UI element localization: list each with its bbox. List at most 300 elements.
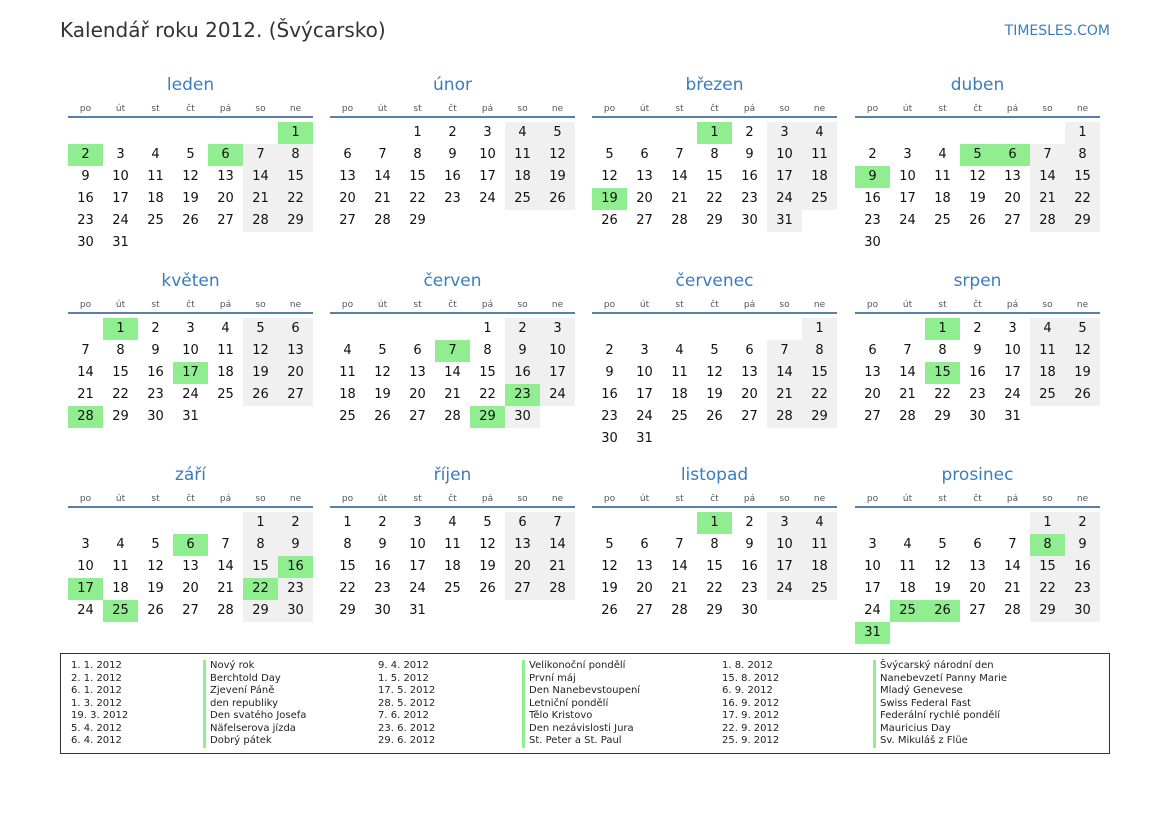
day-cell: 4 xyxy=(938,147,947,162)
day-cell: 17 xyxy=(409,559,426,574)
day-cell: 18 xyxy=(217,365,234,380)
day-cell: 18 xyxy=(671,387,688,402)
day-grid xyxy=(592,122,837,232)
weekday-label: so xyxy=(517,300,528,310)
day-cell: 7 xyxy=(540,512,575,534)
day-cell: 7 xyxy=(81,343,90,358)
weekday-label: po xyxy=(79,494,92,504)
day-cell: 24 xyxy=(77,603,94,618)
day-cell: 25 xyxy=(147,213,164,228)
day-cell: 27 xyxy=(217,213,234,228)
holiday-day-cell: 25 xyxy=(103,600,138,622)
day-cell: 8 xyxy=(710,537,719,552)
empty-cell xyxy=(592,122,627,144)
weekday-header xyxy=(855,298,1100,314)
day-cell: 3 xyxy=(767,512,802,534)
legend-holiday-name: Berchtold Day xyxy=(203,673,306,686)
day-cell: 11 xyxy=(147,169,164,184)
legend-holiday-name: Sv. Mikuláš z Flüe xyxy=(873,735,1007,748)
day-cell: 20 xyxy=(339,191,356,206)
weekday-label: pá xyxy=(481,300,494,310)
empty-cell xyxy=(103,122,138,144)
legend-date: 9. 4. 2012 xyxy=(378,660,429,671)
day-cell: 14 xyxy=(374,169,391,184)
empty-cell xyxy=(890,512,925,534)
day-cell: 9 xyxy=(605,365,614,380)
day-cell: 17 xyxy=(112,191,129,206)
holiday-day-cell: 17 xyxy=(68,578,103,600)
day-cell: 23 xyxy=(1065,578,1100,600)
day-cell: 21 xyxy=(77,387,94,402)
weekday-label: po xyxy=(79,300,92,310)
weekday-label: pá xyxy=(1006,494,1019,504)
day-cell: 16 xyxy=(969,365,986,380)
empty-cell xyxy=(68,512,103,534)
holiday-day-cell: 29 xyxy=(470,406,505,428)
day-cell: 14 xyxy=(671,169,688,184)
site-link[interactable]: TIMESLES.COM xyxy=(1004,23,1110,39)
empty-cell xyxy=(627,512,662,534)
holiday-day-cell: 31 xyxy=(855,622,890,644)
holiday-day-cell: 1 xyxy=(697,512,732,534)
day-cell: 29 xyxy=(1030,600,1065,622)
legend-holiday-name: Nanebevzetí Panny Marie xyxy=(873,673,1007,686)
weekday-label: ne xyxy=(1076,104,1089,114)
legend-date: 23. 6. 2012 xyxy=(378,722,436,734)
day-cell: 26 xyxy=(182,213,199,228)
weekday-label: pá xyxy=(481,104,494,114)
day-cell: 3 xyxy=(767,122,802,144)
day-cell: 29 xyxy=(243,600,278,622)
day-cell: 18 xyxy=(112,581,129,596)
holiday-day-cell: 8 xyxy=(1030,534,1065,556)
page-title: Kalendář roku 2012. (Švýcarsko) xyxy=(60,18,386,42)
weekday-label: ne xyxy=(289,494,302,504)
day-cell: 19 xyxy=(934,581,951,596)
weekday-header xyxy=(330,102,575,118)
month-name: červenec xyxy=(675,271,754,291)
day-cell: 6 xyxy=(973,537,982,552)
day-cell: 19 xyxy=(243,362,278,384)
weekday-label: ne xyxy=(813,104,826,114)
day-cell: 7 xyxy=(675,537,684,552)
day-cell: 25 xyxy=(339,409,356,424)
month-name: prosinec xyxy=(941,465,1014,485)
day-cell: 23 xyxy=(864,213,881,228)
weekday-header xyxy=(592,298,837,314)
day-cell: 19 xyxy=(147,581,164,596)
day-cell: 12 xyxy=(243,340,278,362)
weekday-header xyxy=(592,492,837,508)
day-cell: 14 xyxy=(540,534,575,556)
day-cell: 29 xyxy=(112,409,129,424)
day-cell: 3 xyxy=(81,537,90,552)
day-cell: 20 xyxy=(1004,191,1021,206)
weekday-label: čt xyxy=(186,494,195,504)
day-cell: 10 xyxy=(409,537,426,552)
day-cell: 1 xyxy=(483,321,492,336)
day-grid xyxy=(592,512,837,622)
day-cell: 1 xyxy=(1065,122,1100,144)
day-cell: 1 xyxy=(243,512,278,534)
day-cell: 17 xyxy=(899,191,916,206)
day-cell: 27 xyxy=(505,578,540,600)
legend-date: 1. 8. 2012 xyxy=(722,660,773,671)
weekday-header xyxy=(330,298,575,314)
day-cell: 15 xyxy=(112,365,129,380)
month-name: květen xyxy=(161,271,220,291)
legend-holiday-name: Näfelserova jízda xyxy=(203,723,306,736)
day-cell: 23 xyxy=(969,387,986,402)
holiday-day-cell: 9 xyxy=(855,166,890,188)
day-cell: 14 xyxy=(899,365,916,380)
day-cell: 1 xyxy=(343,515,352,530)
weekday-label: so xyxy=(1042,494,1053,504)
day-cell: 17 xyxy=(540,362,575,384)
empty-cell xyxy=(925,512,960,534)
day-cell: 8 xyxy=(483,343,492,358)
day-cell: 5 xyxy=(378,343,387,358)
day-cell: 30 xyxy=(601,431,618,446)
month-name: leden xyxy=(166,75,215,95)
empty-cell xyxy=(243,122,278,144)
day-cell: 21 xyxy=(374,191,391,206)
day-cell: 28 xyxy=(444,409,461,424)
day-cell: 26 xyxy=(479,581,496,596)
legend-date: 5. 4. 2012 xyxy=(71,722,122,734)
day-cell: 27 xyxy=(741,409,758,424)
weekday-label: po xyxy=(341,104,354,114)
empty-cell xyxy=(925,122,960,144)
month-block xyxy=(68,464,313,622)
day-cell: 4 xyxy=(151,147,160,162)
day-cell: 2 xyxy=(868,147,877,162)
weekday-label: pá xyxy=(219,300,232,310)
day-cell: 16 xyxy=(1065,556,1100,578)
day-cell: 23 xyxy=(741,191,758,206)
empty-cell xyxy=(767,318,802,340)
day-cell: 6 xyxy=(413,343,422,358)
month-name: srpen xyxy=(953,271,1002,291)
day-cell: 16 xyxy=(741,169,758,184)
day-cell: 29 xyxy=(409,213,426,228)
empty-cell xyxy=(890,122,925,144)
day-cell: 30 xyxy=(864,235,881,250)
day-cell: 27 xyxy=(969,603,986,618)
weekday-label: po xyxy=(79,104,92,114)
day-cell: 28 xyxy=(217,603,234,618)
day-cell: 29 xyxy=(1065,210,1100,232)
day-cell: 10 xyxy=(77,559,94,574)
weekday-label: st xyxy=(675,494,684,504)
day-cell: 4 xyxy=(1030,318,1065,340)
day-cell: 17 xyxy=(1004,365,1021,380)
day-cell: 16 xyxy=(864,191,881,206)
day-cell: 23 xyxy=(77,213,94,228)
empty-cell xyxy=(732,318,767,340)
weekday-label: so xyxy=(517,104,528,114)
day-cell: 12 xyxy=(540,144,575,166)
day-cell: 17 xyxy=(767,556,802,578)
day-grid xyxy=(330,122,575,232)
day-cell: 24 xyxy=(1004,387,1021,402)
day-cell: 26 xyxy=(601,213,618,228)
month-name: březen xyxy=(685,75,744,95)
weekday-label: so xyxy=(779,104,790,114)
day-cell: 7 xyxy=(378,147,387,162)
day-cell: 8 xyxy=(243,534,278,556)
day-cell: 23 xyxy=(278,578,313,600)
day-cell: 6 xyxy=(640,147,649,162)
day-cell: 20 xyxy=(969,581,986,596)
day-cell: 4 xyxy=(343,343,352,358)
empty-cell xyxy=(138,512,173,534)
legend-date: 1. 5. 2012 xyxy=(378,672,429,684)
day-cell: 13 xyxy=(505,534,540,556)
day-cell: 11 xyxy=(802,534,837,556)
day-cell: 2 xyxy=(448,125,457,140)
day-cell: 23 xyxy=(741,581,758,596)
legend-holiday-name: Nový rok xyxy=(203,660,306,673)
holiday-day-cell: 17 xyxy=(173,362,208,384)
day-cell: 3 xyxy=(868,537,877,552)
weekday-label: st xyxy=(151,104,160,114)
day-cell: 22 xyxy=(339,581,356,596)
day-cell: 8 xyxy=(1065,144,1100,166)
legend-date: 19. 3. 2012 xyxy=(71,710,129,721)
day-cell: 27 xyxy=(182,603,199,618)
weekday-header xyxy=(855,102,1100,118)
weekday-label: st xyxy=(938,494,947,504)
legend-names-column xyxy=(522,660,640,748)
day-cell: 29 xyxy=(339,603,356,618)
weekday-label: ne xyxy=(813,494,826,504)
weekday-label: út xyxy=(115,104,126,114)
day-cell: 10 xyxy=(767,534,802,556)
day-cell: 19 xyxy=(969,191,986,206)
day-cell: 7 xyxy=(1030,144,1065,166)
day-cell: 20 xyxy=(409,387,426,402)
weekday-label: so xyxy=(779,494,790,504)
holiday-day-cell: 6 xyxy=(173,534,208,556)
day-cell: 30 xyxy=(969,409,986,424)
day-cell: 13 xyxy=(636,169,653,184)
day-cell: 15 xyxy=(479,365,496,380)
day-cell: 21 xyxy=(671,191,688,206)
day-cell: 25 xyxy=(444,581,461,596)
weekday-label: pá xyxy=(743,494,756,504)
month-name: únor xyxy=(433,75,472,95)
holiday-day-cell: 1 xyxy=(103,318,138,340)
day-cell: 24 xyxy=(899,213,916,228)
day-cell: 17 xyxy=(864,581,881,596)
day-cell: 10 xyxy=(479,147,496,162)
day-cell: 5 xyxy=(938,537,947,552)
day-cell: 29 xyxy=(706,603,723,618)
day-cell: 16 xyxy=(601,387,618,402)
day-cell: 12 xyxy=(601,169,618,184)
day-cell: 15 xyxy=(409,169,426,184)
legend-holiday-name: Federální rychlé pondělí xyxy=(873,710,1007,723)
day-cell: 22 xyxy=(479,387,496,402)
day-cell: 5 xyxy=(483,515,492,530)
day-cell: 9 xyxy=(1065,534,1100,556)
day-cell: 27 xyxy=(1004,213,1021,228)
holiday-day-cell: 15 xyxy=(925,362,960,384)
weekday-label: út xyxy=(377,300,388,310)
day-cell: 20 xyxy=(636,581,653,596)
weekday-label: út xyxy=(377,104,388,114)
weekday-label: so xyxy=(517,494,528,504)
day-cell: 24 xyxy=(409,581,426,596)
day-cell: 14 xyxy=(243,166,278,188)
day-cell: 12 xyxy=(969,169,986,184)
day-cell: 23 xyxy=(601,409,618,424)
empty-cell xyxy=(592,318,627,340)
day-cell: 3 xyxy=(903,147,912,162)
weekday-label: pá xyxy=(1006,300,1019,310)
day-cell: 4 xyxy=(675,343,684,358)
day-cell: 10 xyxy=(767,144,802,166)
legend-names-column xyxy=(203,660,306,748)
legend-holiday-name: Mauricius Day xyxy=(873,723,1007,736)
month-block xyxy=(592,74,837,232)
day-cell: 13 xyxy=(339,169,356,184)
weekday-label: po xyxy=(866,494,879,504)
day-cell: 9 xyxy=(81,169,90,184)
legend-date: 2. 1. 2012 xyxy=(71,672,122,684)
day-grid xyxy=(855,318,1100,428)
day-cell: 7 xyxy=(221,537,230,552)
weekday-label: út xyxy=(639,104,650,114)
weekday-label: út xyxy=(639,494,650,504)
legend-date: 16. 9. 2012 xyxy=(722,697,780,709)
day-cell: 4 xyxy=(448,515,457,530)
weekday-label: st xyxy=(151,300,160,310)
day-cell: 15 xyxy=(706,169,723,184)
day-grid xyxy=(68,318,313,428)
legend-holiday-name: Dobrý pátek xyxy=(203,735,306,748)
day-cell: 13 xyxy=(409,365,426,380)
weekday-label: ne xyxy=(1076,494,1089,504)
weekday-label: so xyxy=(255,300,266,310)
day-cell: 12 xyxy=(479,537,496,552)
holiday-day-cell: 1 xyxy=(278,122,313,144)
day-cell: 25 xyxy=(1030,384,1065,406)
day-cell: 24 xyxy=(767,578,802,600)
holiday-day-cell: 5 xyxy=(960,144,995,166)
empty-cell xyxy=(68,318,103,340)
day-cell: 24 xyxy=(112,213,129,228)
weekday-header xyxy=(68,102,313,118)
holiday-day-cell: 2 xyxy=(68,144,103,166)
day-cell: 3 xyxy=(186,321,195,336)
day-cell: 12 xyxy=(182,169,199,184)
month-block xyxy=(855,270,1100,428)
day-grid xyxy=(330,512,575,622)
empty-cell xyxy=(627,318,662,340)
empty-cell xyxy=(627,122,662,144)
day-cell: 23 xyxy=(374,581,391,596)
day-cell: 6 xyxy=(505,512,540,534)
weekday-label: ne xyxy=(813,300,826,310)
day-cell: 21 xyxy=(671,581,688,596)
empty-cell xyxy=(400,318,435,340)
day-cell: 16 xyxy=(77,191,94,206)
weekday-label: pá xyxy=(1006,104,1019,114)
day-cell: 9 xyxy=(278,534,313,556)
weekday-label: ne xyxy=(551,494,564,504)
day-cell: 2 xyxy=(278,512,313,534)
day-cell: 4 xyxy=(221,321,230,336)
day-cell: 15 xyxy=(1065,166,1100,188)
empty-cell xyxy=(960,122,995,144)
day-cell: 28 xyxy=(767,406,802,428)
legend-date: 7. 6. 2012 xyxy=(378,710,429,721)
day-cell: 15 xyxy=(278,166,313,188)
weekday-label: po xyxy=(866,104,879,114)
day-cell: 24 xyxy=(540,384,575,406)
holiday-day-cell: 22 xyxy=(243,578,278,600)
day-cell: 30 xyxy=(77,235,94,250)
empty-cell xyxy=(208,122,243,144)
empty-cell xyxy=(855,512,890,534)
day-cell: 27 xyxy=(864,409,881,424)
day-cell: 25 xyxy=(671,409,688,424)
day-cell: 17 xyxy=(767,166,802,188)
day-cell: 12 xyxy=(147,559,164,574)
weekday-label: čt xyxy=(448,104,457,114)
month-block xyxy=(68,74,313,254)
month-block xyxy=(855,464,1100,644)
weekday-label: st xyxy=(413,300,422,310)
legend-dates-column xyxy=(378,660,435,748)
day-cell: 13 xyxy=(864,365,881,380)
weekday-header xyxy=(68,492,313,508)
day-grid xyxy=(855,122,1100,254)
day-grid xyxy=(330,318,575,428)
month-block xyxy=(592,464,837,622)
day-cell: 6 xyxy=(640,537,649,552)
day-cell: 21 xyxy=(540,556,575,578)
weekday-label: čt xyxy=(710,300,719,310)
legend-holiday-name: Letniční pondělí xyxy=(522,698,640,711)
day-cell: 27 xyxy=(636,603,653,618)
weekday-header xyxy=(855,492,1100,508)
day-cell: 4 xyxy=(802,512,837,534)
day-cell: 9 xyxy=(505,340,540,362)
day-cell: 18 xyxy=(1030,362,1065,384)
weekday-label: út xyxy=(902,300,913,310)
day-cell: 3 xyxy=(640,343,649,358)
empty-cell xyxy=(330,122,365,144)
day-cell: 17 xyxy=(636,387,653,402)
weekday-label: so xyxy=(255,104,266,114)
day-cell: 23 xyxy=(147,387,164,402)
day-cell: 29 xyxy=(802,406,837,428)
legend-date: 1. 3. 2012 xyxy=(71,697,122,709)
day-cell: 19 xyxy=(1065,362,1100,384)
weekday-label: čt xyxy=(973,300,982,310)
day-cell: 20 xyxy=(864,387,881,402)
day-cell: 26 xyxy=(969,213,986,228)
day-cell: 7 xyxy=(903,343,912,358)
weekday-label: st xyxy=(413,494,422,504)
day-cell: 18 xyxy=(444,559,461,574)
day-cell: 13 xyxy=(636,559,653,574)
day-cell: 28 xyxy=(540,578,575,600)
legend-date: 17. 5. 2012 xyxy=(378,685,436,696)
